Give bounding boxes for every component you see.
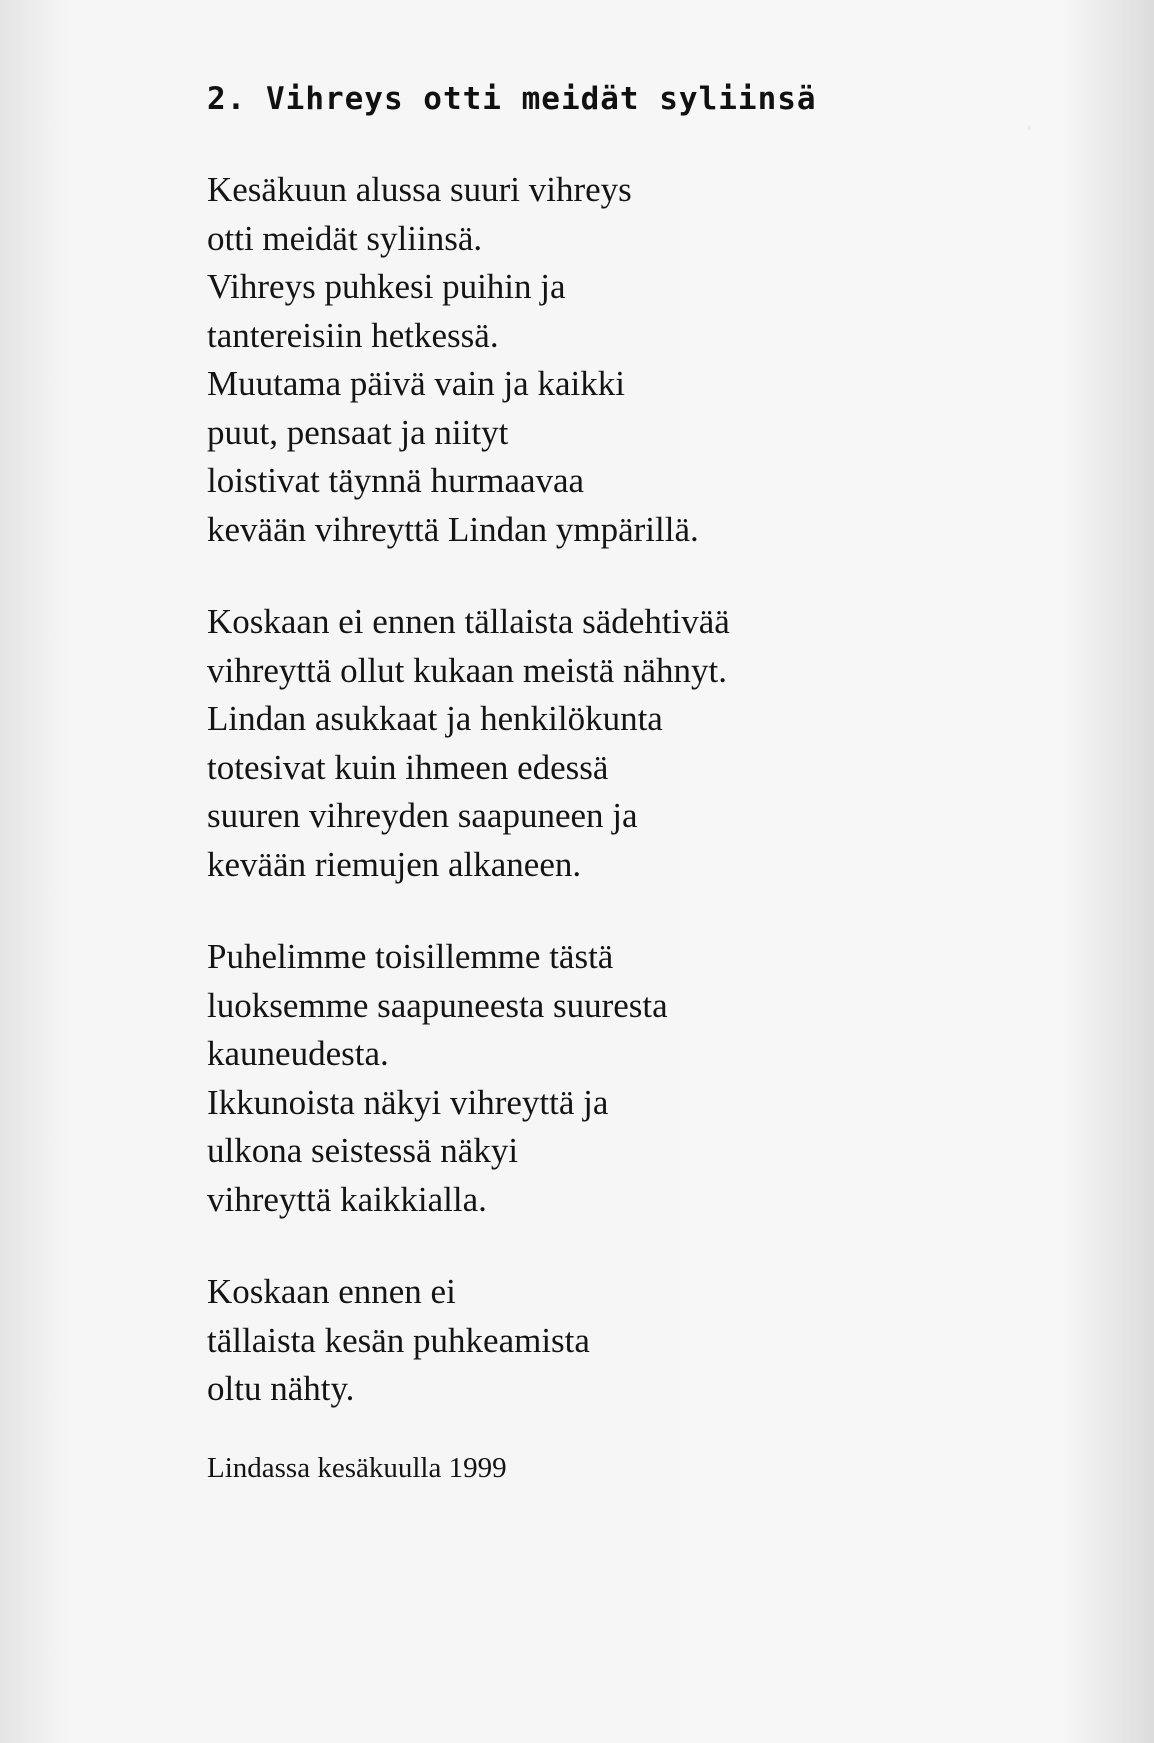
poem-line: vihreyttä kaikkialla. <box>207 1179 487 1219</box>
poem-line: vihreyttä ollut kukaan meistä nähnyt. <box>207 650 728 690</box>
poem-line: tällaista kesän puhkeamista <box>207 1320 590 1360</box>
poem-line: kevään vihreyttä Lindan ympärillä. <box>207 509 699 549</box>
poem-line: oltu nähty. <box>207 1369 355 1408</box>
poem-line: Koskaan ennen ei <box>207 1272 456 1311</box>
poem-content <box>207 80 1027 1486</box>
poem-line: suuren vihreyden saapuneen ja <box>207 796 638 835</box>
poem-line: kauneudesta. <box>207 1034 389 1073</box>
poem-signature: Lindassa kesäkuulla 1999 <box>207 1451 507 1484</box>
poem-line: ulkona seistessä näkyi <box>207 1131 519 1170</box>
stanza-4 <box>207 1268 1027 1414</box>
stanza-3 <box>207 933 1027 1224</box>
poem-line: totesivat kuin ihmeen edessä <box>207 747 609 787</box>
poem-line: Vihreys puhkesi puihin ja <box>207 267 566 306</box>
poem-line: loistivat täynnä hurmaavaa <box>207 461 585 500</box>
poem-line: Ikkunoista näkyi vihreyttä ja <box>207 1082 609 1122</box>
stanza-2 <box>207 598 1027 889</box>
poem-line: Muutama päivä vain ja kaikki <box>207 364 625 403</box>
poem-line: Lindan asukkaat ja henkilökunta <box>207 699 663 738</box>
poem-line: Koskaan ei ennen tällaista sädehtivää <box>207 602 730 641</box>
poem-line: kevään riemujen alkaneen. <box>207 844 582 884</box>
poem-line: Kesäkuun alussa suuri vihreys <box>207 170 632 209</box>
stanza-1 <box>207 166 1027 554</box>
poem-line: tantereisiin hetkessä. <box>207 315 499 355</box>
poem-title: 2. Vihreys otti meidät syliinsä <box>207 81 817 117</box>
poem-line: Puhelimme toisillemme tästä <box>207 937 614 976</box>
poem-line: otti meidät syliinsä. <box>207 218 483 258</box>
poem-line: luoksemme saapuneesta suuresta <box>207 985 668 1025</box>
poem-line: puut, pensaat ja niityt <box>207 412 509 452</box>
